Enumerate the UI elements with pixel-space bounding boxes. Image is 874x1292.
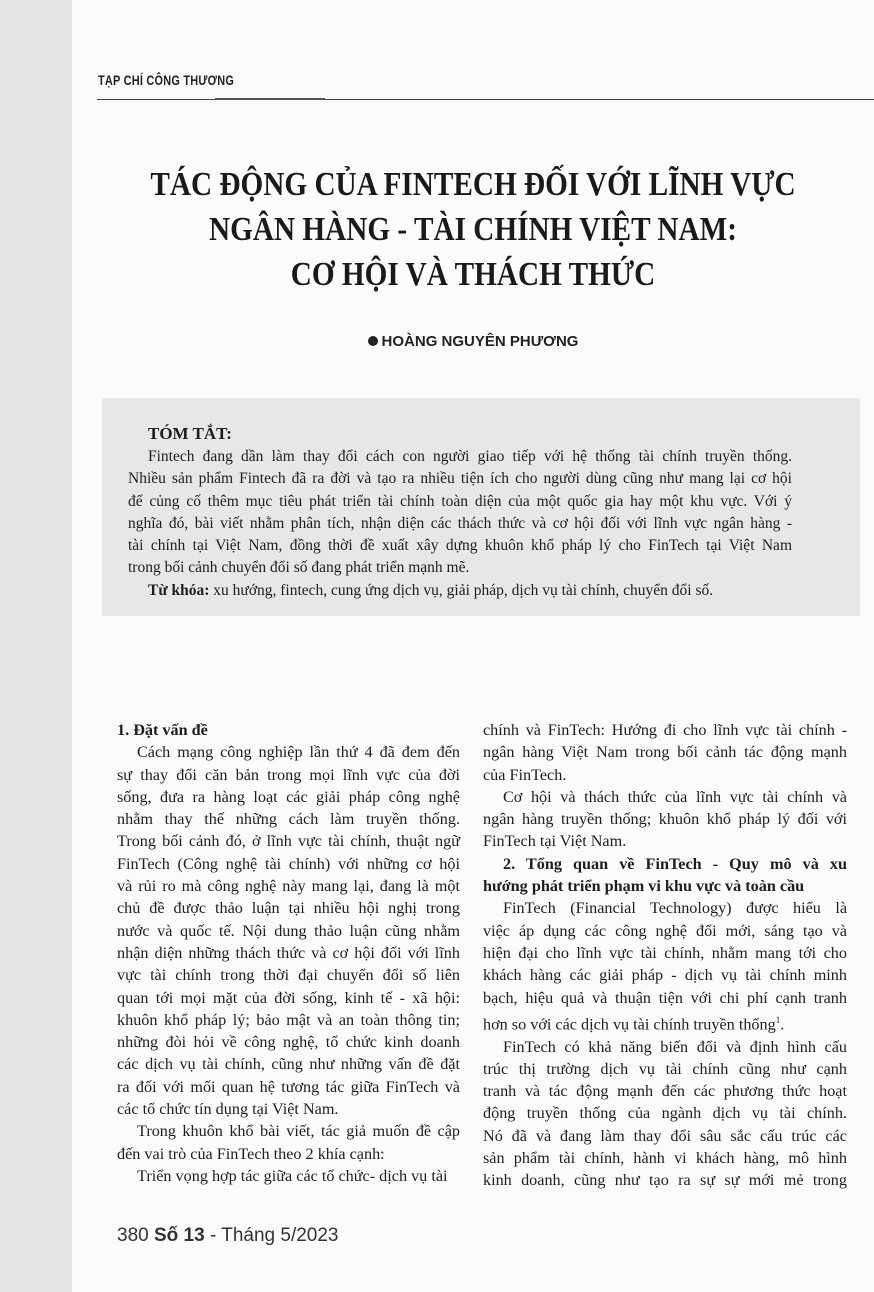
body-line-text: Trong khuôn khổ bài viết, tác giả muốn đề cập (137, 1122, 460, 1141)
section-heading: 1. Đặt vấn đề (117, 721, 208, 739)
body-line (483, 786, 847, 808)
body-line (483, 897, 847, 919)
title-line: TÁC ĐỘNG CỦA FINTECH ĐỐI VỚI LĨNH VỰC (150, 166, 796, 203)
right-column (483, 719, 847, 1192)
abstract-line: Fintech đang dần làm thay đổi cách con người giao tiếp với hệ thống tài chính truyền thống. (148, 448, 792, 465)
abstract-heading: TÓM TẮT: (148, 424, 232, 443)
journal-name: TẠP CHÍ CÔNG THƯƠNG (98, 72, 235, 88)
body-line (117, 786, 460, 808)
body-line-text: động truyền thống của ngành dịch vụ tài chính. (483, 1104, 847, 1123)
author-name: HOÀNG NGUYÊN PHƯƠNG (381, 333, 579, 350)
body-line-text: FinTech (Công nghệ tài chính) với những cơ hội (117, 854, 460, 873)
body-line (117, 920, 460, 942)
body-line-text: sản phẩm tài chính, hành vi khách hàng, mô hình (483, 1149, 847, 1168)
body-line (483, 764, 847, 786)
article-title (128, 162, 818, 297)
body-line (483, 1080, 847, 1102)
body-line-text: FinTech có khả năng biến đổi và định hình cấu (503, 1037, 847, 1056)
body-line (117, 830, 460, 852)
body-line (117, 764, 460, 786)
body-line-text: Cơ hội và thách thức của lĩnh vực tài chính và (503, 787, 847, 806)
issue-date: - Tháng 5/2023 (204, 1225, 339, 1246)
body-line-text: sự thay đổi căn bản trong mọi lĩnh vực của đời (117, 765, 460, 784)
footnote-tail: . (780, 1015, 785, 1034)
body-line-text: sống, đưa ra hàng loạt các giải pháp công nghệ (117, 787, 460, 806)
body-line (117, 1053, 460, 1075)
body-line-text: khách hàng các giải pháp - dịch vụ tài chính minh (483, 966, 847, 985)
body-line-text: FinTech (Financial Technology) được hiểu là (503, 899, 847, 918)
body-line-text: chủ đề được thảo luận tại nhiều hội nghị trong (117, 899, 460, 918)
body-line (483, 1169, 847, 1191)
body-line (117, 942, 460, 964)
body-line (483, 1102, 847, 1124)
body-line (117, 987, 460, 1009)
body-line-text: Triển vọng hợp tác giữa các tổ chức- dịch vụ tài (137, 1166, 448, 1185)
body-line (117, 1143, 460, 1165)
page-margin-strip (0, 0, 72, 1292)
left-column (117, 719, 460, 1187)
body-line (483, 942, 847, 964)
body-line (117, 1076, 460, 1098)
body-line-text: hơn so với các dịch vụ tài chính truyền thống (483, 1015, 776, 1034)
body-line (483, 1058, 847, 1080)
keywords-label: Từ khóa: (148, 581, 210, 599)
body-line-text: đến vai trò của FinTech theo 2 khía cạnh: (117, 1144, 385, 1163)
body-line-text: vực tài chính trong thời đại chuyển đổi số liên (117, 966, 460, 985)
body-line-text: tranh và tác động mạnh đến các phương thức hoạt (483, 1082, 847, 1101)
body-line-text: trúc thị trường dịch vụ tài chính cũng như cạnh (483, 1059, 847, 1078)
body-line (117, 1098, 460, 1120)
section-heading: hướng phát triển phạm vi khu vực và toàn cầu (483, 877, 805, 896)
author (72, 333, 874, 350)
body-line-text: nhận diện những thách thức và cơ hội đối với lĩnh (117, 943, 460, 962)
body-line-text: các dịch vụ tài chính, cũng như những vấn đề đặt (117, 1055, 460, 1074)
abstract-line: trong bối cảnh chuyển đổi số đang phát triển mạnh mẽ. (128, 559, 470, 577)
body-line (483, 964, 847, 986)
title-line: NGÂN HÀNG - TÀI CHÍNH VIỆT NAM: (208, 211, 737, 248)
body-line (117, 1165, 460, 1187)
body-line (117, 897, 460, 919)
bullet-icon (368, 336, 378, 346)
body-line-text: việc áp dụng các công nghệ đổi mới, sáng tạo và (483, 921, 847, 940)
body-line (117, 808, 460, 830)
body-line (483, 830, 847, 852)
body-line-text: ngân hàng Việt Nam trong bối cảnh tác động mạnh (483, 743, 847, 762)
title-line: CƠ HỘI VÀ THÁCH THỨC (290, 256, 656, 293)
page-number: 380 (117, 1225, 149, 1246)
body-line-text: của FinTech. (483, 765, 567, 784)
body-line-text: hiện đại cho lĩnh vực tài chính, nhằm mang tới cho (483, 943, 847, 962)
page-footer (117, 1225, 339, 1247)
abstract-line: Nhiều sản phẩm Fintech đã ra đời và tạo ra nhiều tiện ích cho người dùng cũng như mang lại cơ hội (128, 470, 792, 488)
footnote-marker: 1 (775, 1014, 781, 1025)
body-line-text: Trong bối cảnh đó, ở lĩnh vực tài chính, thuật ngữ (117, 832, 460, 851)
body-line (117, 741, 460, 763)
body-line-text: bạch, hiệu quả và thuận tiện với chi phí cạnh tranh (483, 988, 847, 1007)
body-line (483, 920, 847, 942)
body-line (117, 875, 460, 897)
body-line-text: ngân hàng truyền thống; khuôn khổ pháp lý đối với (483, 810, 847, 829)
abstract-text (128, 446, 792, 602)
body-line-text: chính và FinTech: Hướng đi cho lĩnh vực tài chính - (483, 721, 847, 739)
body-line (483, 719, 847, 741)
body-line-text: các tổ chức tín dụng tại Việt Nam. (117, 1100, 339, 1119)
header-rule-accent (215, 98, 325, 100)
abstract-line: tài chính tại Việt Nam, đồng thời đề xuất xây dựng khuôn khổ pháp lý cho FinTech tại Việt Nam (128, 537, 792, 555)
body-line (117, 1031, 460, 1053)
body-line-text: nước và quốc tế. Nội dung thảo luận cũng nhằm (117, 921, 460, 940)
abstract-line: nghĩa đó, bài viết nhằm phân tích, nhận diện các thách thức và cơ hội đối với lĩnh vực ngân hàng - (128, 514, 792, 532)
body-line (117, 1120, 460, 1142)
body-line (483, 987, 847, 1009)
header-rule (97, 99, 874, 100)
body-line (117, 853, 460, 875)
body-line-text: nhằm thay thế những cách làm truyền thống. (117, 810, 460, 829)
body-line (117, 964, 460, 986)
body-line-text: những đòi hỏi về công nghệ, tổ chức kinh doanh (117, 1033, 460, 1052)
keywords (128, 580, 792, 602)
body-line (483, 1036, 847, 1058)
abstract-line: để củng cố thêm mục tiêu phát triển tài chính toàn diện của một quốc gia hay một khu vực. Với ý (128, 492, 792, 510)
body-line-text: khuôn khổ pháp lý; bảo mật và an toàn thông tin; (117, 1010, 460, 1029)
body-line (483, 741, 847, 763)
body-line-text: kinh doanh, cũng như tạo ra sự sự mới mẻ trong (483, 1171, 847, 1190)
body-line (483, 1125, 847, 1147)
body-line-text: FinTech tại Việt Nam. (483, 832, 627, 851)
section-heading: 2. Tổng quan về FinTech - Quy mô và xu (503, 854, 847, 873)
body-line-text: quan tới mọi mặt của đời sống, kinh tế - xã hội: (117, 988, 460, 1007)
body-line-text: Cách mạng công nghiệp lần thứ 4 đã đem đến (137, 743, 460, 762)
body-line-text: và rủi ro mà công nghệ này mang lại, đang là một (117, 877, 460, 896)
body-line (483, 1009, 847, 1036)
body-line (117, 1009, 460, 1031)
keywords-text: xu hướng, fintech, cung ứng dịch vụ, giải pháp, dịch vụ tài chính, chuyển đổi số. (209, 581, 714, 599)
body-line-text: ra đối với mối quan hệ tương tác giữa FinTech và (117, 1077, 460, 1096)
issue-number: Số 13 (153, 1225, 205, 1246)
body-line (483, 808, 847, 830)
body-line-text: Nó đã và đang làm thay đổi sâu sắc cấu trúc các (483, 1126, 847, 1145)
body-line (483, 1147, 847, 1169)
